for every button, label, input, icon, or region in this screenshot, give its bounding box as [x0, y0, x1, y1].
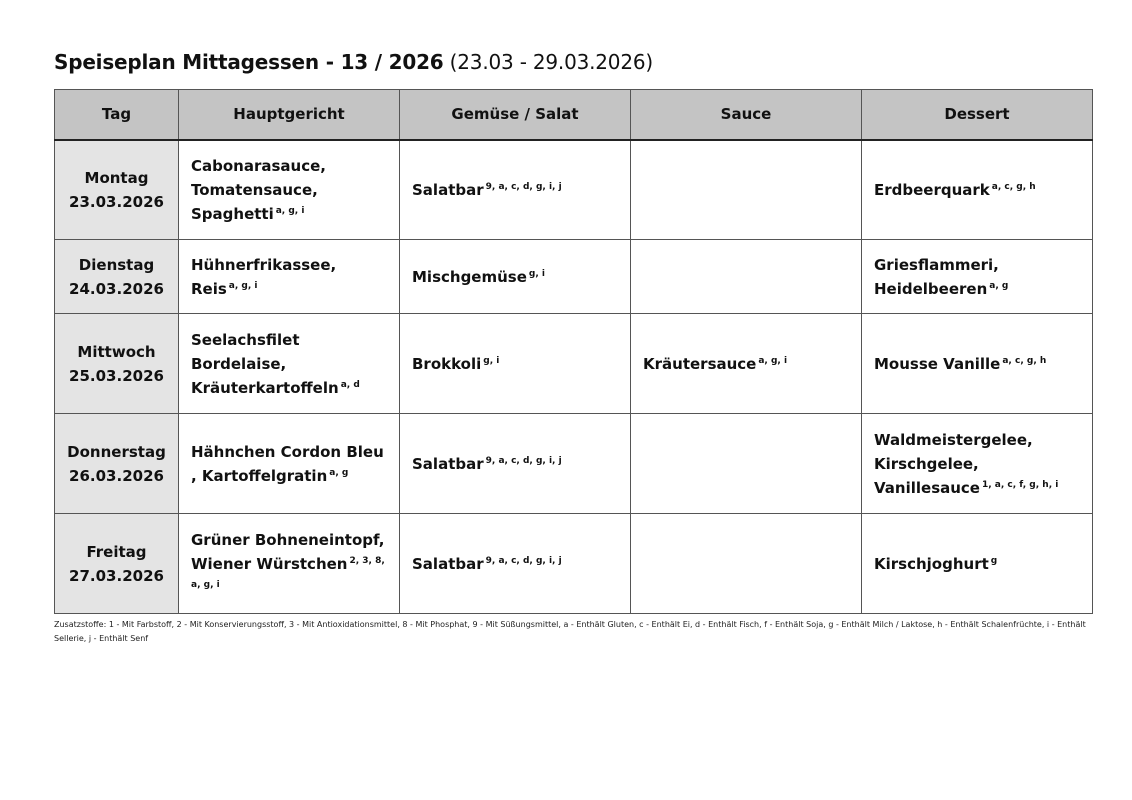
additives-footnote: Zusatzstoffe: 1 - Mit Farbstoff, 2 - Mit Konservierungsstoff, 3 - Mit Antioxidationsmittel, 8 - Mit Phosphat, 9 - Mit Süßungsmittel, a - Enthält Gluten, c - Enthält Ei, d - Enthält Fisch, f - Enthält Soja, g - Enthält Milch / Laktose, h - Enthält Schalenfrüchte, i - Enthält Sellerie, j - Enthält Senf — [54, 620, 1086, 643]
sauce-cell — [631, 314, 862, 414]
sauce-cell — [631, 514, 862, 614]
main-dish-allergens: a, d — [340, 379, 360, 390]
dessert-cell — [862, 314, 1093, 414]
menu-table — [54, 89, 1093, 614]
table-row-mittwoch — [55, 314, 1093, 414]
dessert-allergens: a, c, g, h — [991, 181, 1036, 192]
main-dish-cell — [179, 240, 400, 314]
day-date: 25.03.2026 — [69, 366, 164, 385]
dessert-allergens: a, c, g, h — [1002, 355, 1047, 366]
main-dish-allergens: a, g — [329, 467, 349, 478]
day-name: Freitag — [86, 542, 147, 561]
vegetable-cell — [400, 140, 631, 240]
day-cell — [55, 140, 179, 240]
day-date: 27.03.2026 — [69, 566, 164, 585]
table-row-dienstag — [55, 240, 1093, 314]
dessert: Mousse Vanille — [874, 354, 1001, 373]
column-header-sauce: Sauce — [631, 90, 862, 140]
column-header-hauptgericht: Hauptgericht — [179, 90, 400, 140]
day-date: 26.03.2026 — [69, 466, 164, 485]
column-header-dessert: Dessert — [862, 90, 1093, 140]
dessert-allergens: 1, a, c, f, g, h, i — [981, 479, 1059, 490]
main-dish: Hähnchen Cordon Bleu , Kartoffelgratin — [191, 442, 384, 485]
vegetable: Brokkoli — [412, 354, 482, 373]
vegetable: Salatbar — [412, 180, 484, 199]
title-date-range: (23.03 - 29.03.2026) — [449, 50, 653, 74]
vegetable: Salatbar — [412, 554, 484, 573]
vegetable-cell — [400, 240, 631, 314]
sauce-cell — [631, 240, 862, 314]
day-cell — [55, 314, 179, 414]
main-dish: Grüner Bohneneintopf, Wiener Würstchen — [191, 530, 385, 573]
vegetable-allergens: 9, a, c, d, g, i, j — [485, 555, 562, 566]
day-date: 23.03.2026 — [69, 192, 164, 211]
vegetable-cell — [400, 514, 631, 614]
vegetable-allergens: g, i — [528, 268, 545, 279]
sauce-cell — [631, 140, 862, 240]
vegetable-allergens: 9, a, c, d, g, i, j — [485, 455, 562, 466]
vegetable: Salatbar — [412, 454, 484, 473]
day-name: Montag — [84, 168, 149, 187]
dessert: Griesflammeri, Heidelbeeren — [874, 255, 999, 298]
day-cell — [55, 514, 179, 614]
dessert-allergens: g — [990, 555, 998, 566]
day-cell — [55, 414, 179, 514]
sauce-allergens: a, g, i — [758, 355, 788, 366]
sauce: Kräutersauce — [643, 354, 757, 373]
dessert-cell — [862, 414, 1093, 514]
main-dish-allergens: 2, 3, 8, a, g, i — [191, 555, 385, 590]
main-dish-cell — [179, 414, 400, 514]
main-dish-allergens: a, g, i — [228, 280, 258, 291]
sauce-cell — [631, 414, 862, 514]
column-header-tag: Tag — [55, 90, 179, 140]
dessert: Erdbeerquark — [874, 180, 990, 199]
main-dish: Seelachsfilet Bordelaise, Kräuterkartoffeln — [191, 330, 339, 397]
vegetable-allergens: 9, a, c, d, g, i, j — [485, 181, 562, 192]
table-row-donnerstag — [55, 414, 1093, 514]
day-name: Donnerstag — [67, 442, 166, 461]
dessert: Kirschjoghurt — [874, 554, 989, 573]
vegetable-cell — [400, 414, 631, 514]
vegetable: Mischgemüse — [412, 267, 527, 286]
dessert: Waldmeistergelee, Kirschgelee, Vanillesauce — [874, 430, 1033, 497]
day-date: 24.03.2026 — [69, 279, 164, 298]
main-dish: Cabonarasauce, Tomatensauce, Spaghetti — [191, 156, 326, 223]
main-dish-cell — [179, 314, 400, 414]
dessert-allergens: a, g — [989, 280, 1009, 291]
vegetable-cell — [400, 314, 631, 414]
dessert-cell — [862, 514, 1093, 614]
page-title — [54, 48, 653, 76]
main-dish-allergens: a, g, i — [275, 205, 305, 216]
column-header-gemuese-salat: Gemüse / Salat — [400, 90, 631, 140]
day-name: Mittwoch — [77, 342, 156, 361]
table-row-freitag — [55, 514, 1093, 614]
day-name: Dienstag — [78, 255, 155, 274]
header-row — [55, 90, 1093, 140]
day-cell — [55, 240, 179, 314]
main-dish-cell — [179, 514, 400, 614]
main-dish-cell — [179, 140, 400, 240]
main-dish: Hühnerfrikassee, Reis — [191, 255, 337, 298]
dessert-cell — [862, 140, 1093, 240]
vegetable-allergens: g, i — [483, 355, 500, 366]
title-week: Speiseplan Mittagessen - 13 / 2026 — [54, 50, 444, 74]
dessert-cell — [862, 240, 1093, 314]
table-row-montag — [55, 140, 1093, 240]
